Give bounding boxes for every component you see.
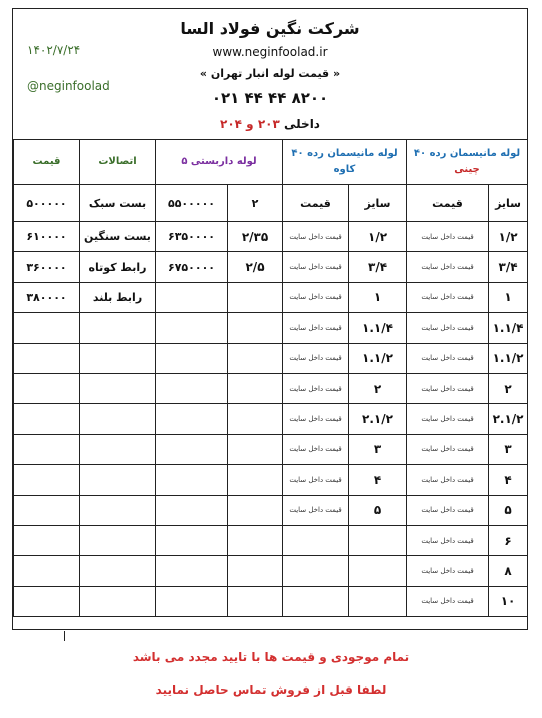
group-price (14, 140, 80, 185)
kaveh-size: ۱ (349, 282, 407, 312)
kaveh-size (349, 525, 407, 555)
china-size: ۸ (489, 556, 528, 586)
darbasti-size (228, 434, 283, 464)
fitting-name (80, 313, 156, 343)
china-size: ۵ (489, 495, 528, 525)
kaveh-price: قیمت داخل سایت (283, 495, 349, 525)
kaveh-price (283, 556, 349, 586)
table-row (14, 373, 528, 403)
fitting-name (80, 465, 156, 495)
kaveh-size: ۱/۲ (349, 222, 407, 252)
darbasti-price (156, 586, 228, 616)
group-darbasti-title: لوله داربستی ۵ (181, 156, 257, 167)
darbasti-size: ۲/۵ (228, 252, 283, 282)
fitting-price: ۳۸۰۰۰۰ (14, 282, 80, 312)
kaveh-size (349, 556, 407, 586)
price-table (13, 139, 528, 617)
table-row (14, 495, 528, 525)
col-china-price: قیمت (407, 185, 489, 222)
kaveh-price (283, 525, 349, 555)
darbasti-size (228, 465, 283, 495)
fitting-price (14, 556, 80, 586)
group-header-row (14, 140, 528, 185)
table-row (14, 222, 528, 252)
china-size: ۳/۴ (489, 252, 528, 282)
fitting-name: بست سنگین (80, 222, 156, 252)
china-price: قیمت داخل سایت (407, 525, 489, 555)
darbasti-size: ۲/۳۵ (228, 222, 283, 252)
china-size: ۳ (489, 434, 528, 464)
darbasti-size: ۲ (228, 185, 283, 222)
china-price: قیمت داخل سایت (407, 252, 489, 282)
china-price: قیمت داخل سایت (407, 373, 489, 403)
extension-line (13, 117, 527, 131)
table-row (14, 404, 528, 434)
darbasti-price (156, 465, 228, 495)
darbasti-size (228, 282, 283, 312)
kaveh-price: قیمت داخل سایت (283, 313, 349, 343)
fitting-price: ۵۰۰۰۰۰ (14, 185, 80, 222)
china-size: ۱/۲ (489, 222, 528, 252)
kaveh-price: قیمت داخل سایت (283, 222, 349, 252)
table-row (14, 465, 528, 495)
fitting-name (80, 373, 156, 403)
kaveh-size: ۱.۱/۴ (349, 313, 407, 343)
fitting-price: ۶۱۰۰۰۰ (14, 222, 80, 252)
phone-number: ۰۲۱ ۴۴ ۴۴ ۸۲۰۰ (211, 89, 329, 107)
table-row (14, 556, 528, 586)
kaveh-size (349, 586, 407, 616)
kaveh-size: ۱.۱/۲ (349, 343, 407, 373)
col-china-size: سایز (489, 185, 528, 222)
kaveh-size: ۵ (349, 495, 407, 525)
fitting-name: رابط بلند (80, 282, 156, 312)
fitting-price (14, 313, 80, 343)
sheet-header (13, 9, 527, 140)
china-price: قیمت داخل سایت (407, 556, 489, 586)
table-row (14, 343, 528, 373)
china-price: قیمت داخل سایت (407, 404, 489, 434)
darbasti-price (156, 525, 228, 555)
darbasti-size (228, 404, 283, 434)
table-body (14, 222, 528, 617)
table-row (14, 252, 528, 282)
col-kaveh-size: سایز (349, 185, 407, 222)
extension-numbers: ۲۰۳ و ۲۰۴ (220, 117, 280, 131)
china-size: ۲.۱/۲ (489, 404, 528, 434)
fitting-price (14, 586, 80, 616)
fitting-price (14, 495, 80, 525)
darbasti-price (156, 404, 228, 434)
date-stamp: ۱۴۰۲/۷/۲۴ (27, 43, 81, 57)
table-row (14, 525, 528, 555)
fitting-price (14, 465, 80, 495)
group-kaveh-title: لوله مانیسمان رده ۴۰ (291, 148, 398, 159)
darbasti-size (228, 343, 283, 373)
table-row (14, 282, 528, 312)
fitting-name (80, 404, 156, 434)
kaveh-size: ۳ (349, 434, 407, 464)
darbasti-price: ۶۷۵۰۰۰۰ (156, 252, 228, 282)
fitting-price: ۳۶۰۰۰۰ (14, 252, 80, 282)
footer-note: تمام موجودی و قیمت ها با تایید مجدد می باشد (132, 650, 410, 664)
fitting-name (80, 586, 156, 616)
group-china-title: لوله مانیسمان رده ۴۰ (413, 148, 521, 159)
darbasti-size (228, 495, 283, 525)
china-price: قیمت داخل سایت (407, 586, 489, 616)
price-subtitle: « قیمت لوله انبار تهران » (199, 67, 341, 80)
group-china (407, 140, 528, 185)
darbasti-size (228, 373, 283, 403)
darbasti-price (156, 495, 228, 525)
darbasti-price (156, 373, 228, 403)
darbasti-size (228, 586, 283, 616)
price-sheet (12, 8, 528, 630)
china-size: ۲ (489, 373, 528, 403)
col-kaveh-price: قیمت (283, 185, 349, 222)
fitting-price (14, 434, 80, 464)
china-price: قیمت داخل سایت (407, 313, 489, 343)
kaveh-price: قیمت داخل سایت (283, 282, 349, 312)
china-size: ۱۰ (489, 586, 528, 616)
china-price: قیمت داخل سایت (407, 282, 489, 312)
kaveh-size: ۳/۴ (349, 252, 407, 282)
fitting-price (14, 373, 80, 403)
fitting-price (14, 343, 80, 373)
fitting-name: بست سبک (80, 185, 156, 222)
darbasti-price (156, 282, 228, 312)
kaveh-size: ۲.۱/۲ (349, 404, 407, 434)
darbasti-price (156, 434, 228, 464)
group-kaveh-brand: کاوه (333, 164, 356, 175)
kaveh-price (283, 586, 349, 616)
kaveh-price: قیمت داخل سایت (283, 434, 349, 464)
china-price: قیمت داخل سایت (407, 434, 489, 464)
china-price: قیمت داخل سایت (407, 495, 489, 525)
group-china-brand: چینی (454, 164, 480, 175)
darbasti-price: ۶۳۵۰۰۰۰ (156, 222, 228, 252)
table-row (14, 434, 528, 464)
kaveh-price: قیمت داخل سایت (283, 343, 349, 373)
china-price: قیمت داخل سایت (407, 343, 489, 373)
fitting-name (80, 495, 156, 525)
group-fittings (80, 140, 156, 185)
china-price: قیمت داخل سایت (407, 222, 489, 252)
column-header-row (14, 185, 528, 222)
kaveh-price: قیمت داخل سایت (283, 373, 349, 403)
fitting-name (80, 434, 156, 464)
footer-note-contact: لطفا قبل از فروش تماس حاصل نمایید (155, 683, 387, 697)
china-size: ۱ (489, 282, 528, 312)
fitting-name: رابط کوتاه (80, 252, 156, 282)
fitting-name (80, 525, 156, 555)
china-size: ۴ (489, 465, 528, 495)
darbasti-price (156, 343, 228, 373)
darbasti-price (156, 313, 228, 343)
china-size: ۱.۱/۴ (489, 313, 528, 343)
table-row (14, 586, 528, 616)
fitting-name (80, 556, 156, 586)
kaveh-price: قیمت داخل سایت (283, 404, 349, 434)
kaveh-price: قیمت داخل سایت (283, 465, 349, 495)
group-price-title: قیمت (32, 156, 61, 167)
china-size: ۶ (489, 525, 528, 555)
darbasti-size (228, 313, 283, 343)
kaveh-size: ۲ (349, 373, 407, 403)
divider-tick (64, 631, 65, 641)
kaveh-size: ۴ (349, 465, 407, 495)
group-darbasti (156, 140, 283, 185)
fitting-name (80, 343, 156, 373)
fitting-price (14, 525, 80, 555)
table-row (14, 313, 528, 343)
china-price: قیمت داخل سایت (407, 465, 489, 495)
china-size: ۱.۱/۲ (489, 343, 528, 373)
darbasti-price (156, 556, 228, 586)
company-name: شرکت نگین فولاد السا (180, 19, 360, 38)
website-link[interactable]: www.neginfoolad.ir (212, 45, 328, 59)
extension-label: داخلی (284, 117, 320, 131)
darbasti-size (228, 556, 283, 586)
kaveh-price: قیمت داخل سایت (283, 252, 349, 282)
social-handle: @neginfoolad (27, 79, 110, 93)
group-kaveh (283, 140, 407, 185)
group-fittings-title: اتصالات (98, 156, 137, 167)
fitting-price (14, 404, 80, 434)
darbasti-size (228, 525, 283, 555)
darbasti-price: ۵۵۰۰۰۰۰ (156, 185, 228, 222)
